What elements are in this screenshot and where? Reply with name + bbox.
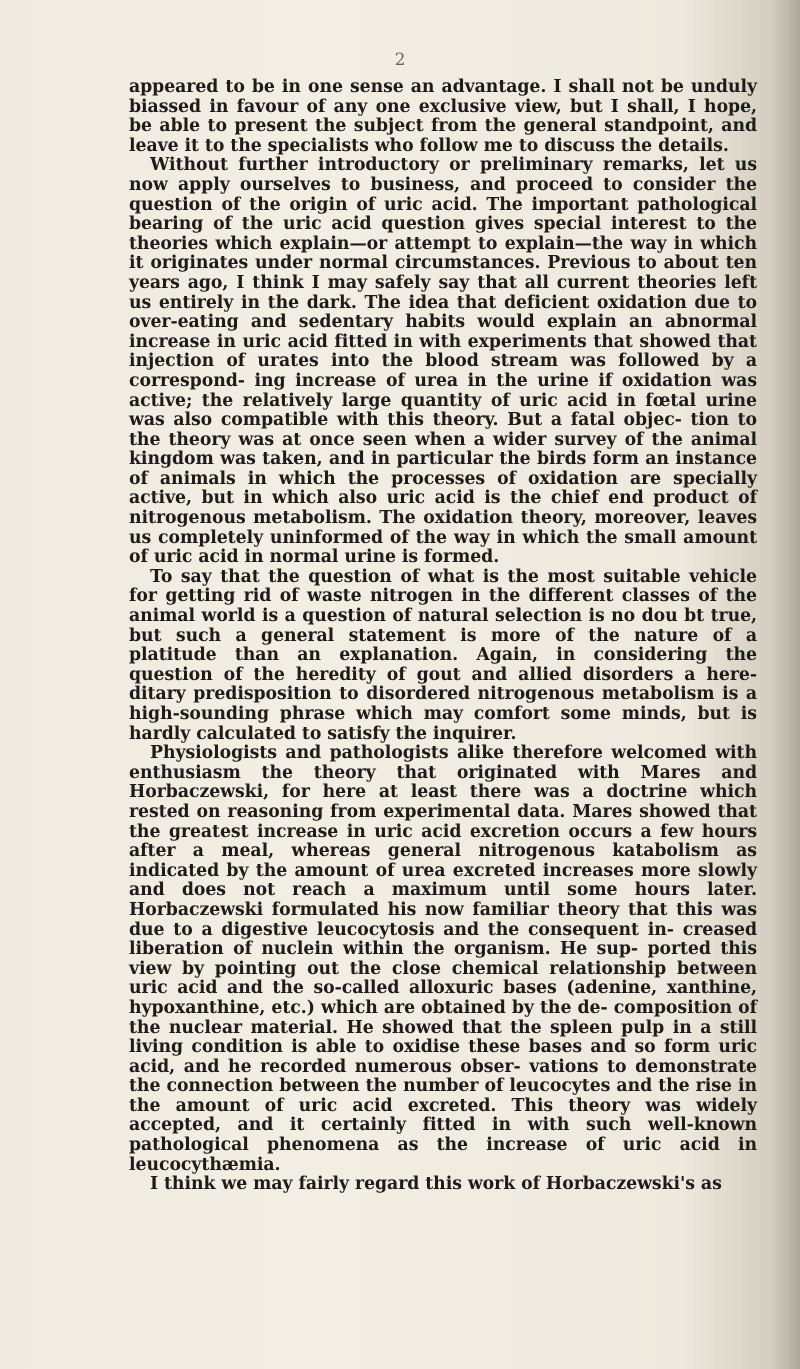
body-text xyxy=(129,78,757,1195)
page-number: 2 xyxy=(394,50,406,70)
paragraph-closing-line: I think we may fairly regard this work of Horbaczewski's as xyxy=(150,1174,722,1195)
paragraph-waste-nitrogen: To say that the question of what is the most suitable vehicle for getting rid of waste nitrogen in the different classes of the animal world is a question of natural selection is no dou bt true, but such a general statement is more of the nature of a platitude than an explanation. Again, in considering the question of the heredity of gout and allied disorders a here- ditary predisposition to disordered nitrogenous metabolism is a high-sounding phrase which may comfort some minds, but is hardly calculated to satisfy the inquirer. xyxy=(129,566,757,744)
paragraph-horbaczewski-theory: Physiologists and pathologists alike therefore welcomed with enthusiasm the theory that originated with Mares and Horbaczewski, for here at least there was a doctrine which rested on reasoning from experimental data. Mares showed that the greatest increase in uric acid excretion occurs a few hours after a meal, whereas general nitrogenous katabolism as indicated by the amount of urea excreted increases more slowly and does not reach a maximum until some hours later. Horbaczewski formulated his now familiar theory that this was due to a digestive leucocytosis and the consequent in- creased liberation of nuclein within the organism. He sup- ported this view by pointing out the close chemical relationship between uric acid and the so-called alloxuric bases (adenine, xanthine, hypoxanthine, etc.) which are obtained by the de- composition of the nuclear material. He showed that the spleen pulp in a still living condition is able to oxidise these bases and so form uric acid, and he recorded numerous obser- vations to demonstrate the connection between the number of leucocytes and the rise in the amount of uric acid excreted. This theory was widely accepted, and it certainly fitted in with such well-known pathological phenomena as the increase of uric acid in leucocythæmia. xyxy=(129,743,757,1175)
page-edge-shadow xyxy=(772,0,800,1369)
paragraph-continued: appeared to be in one sense an advantage. I shall not be unduly biassed in favour of any one exclusive view, but I shall, I hope, be able to present the subject from the general standpoint, and leave it to the specialists who follow me to discuss the details. xyxy=(129,77,757,156)
paragraph-origin-of-uric-acid: Without further introductory or preliminary remarks, let us now apply ourselves to business, and proceed to consider the question of the origin of uric acid. The important pathological bearing of the uric acid question gives special interest to the theories which explain—or attempt to explain—the way in which it originates under normal circumstances. Previous to about ten years ago, I think I may safely say that all current theories left us entirely in the dark. The idea that deficient oxidation due to over-eating and sedentary habits would explain an abnormal increase in uric acid fitted in with experiments that showed that injection of urates into the blood stream was followed by a correspond- ing increase of urea in the urine if oxidation was active; the relatively large quantity of uric acid in fœtal urine was also compatible with this theory. But a fatal objec- tion to the theory was at once seen when a wider survey of the animal kingdom was taken, and in particular the birds form an instance of animals in which the processes of oxidation are specially active, but in which also uric acid is the chief end product of nitrogenous metabolism. The oxidation theory, moreover, leaves us completely uninformed of the way in which the small amount of uric acid in normal urine is formed. xyxy=(129,155,757,568)
